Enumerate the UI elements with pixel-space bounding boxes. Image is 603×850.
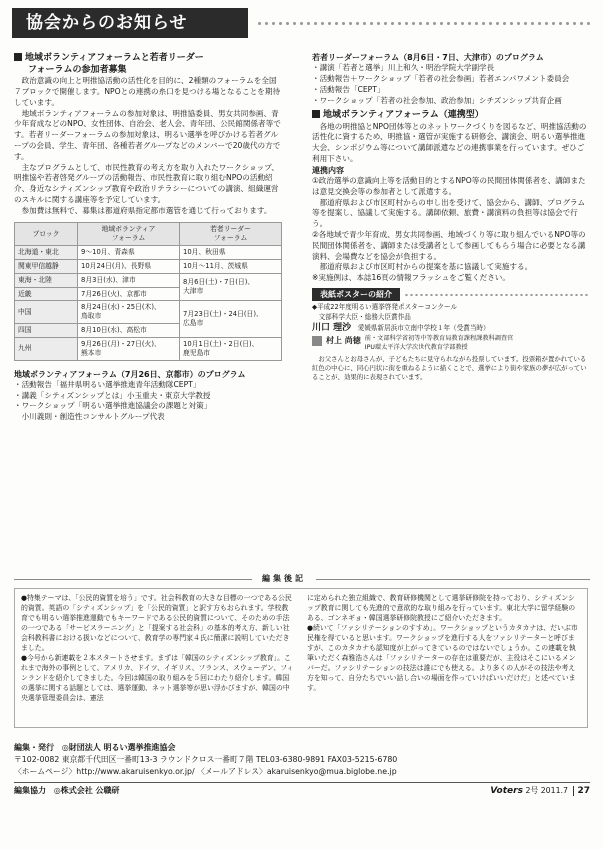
- section-header: [12, 8, 592, 38]
- address: 〒102-0082 東京都千代田区一番町13-3 ラウンドクロス一番町７階 TEL03-6380-9891 FAX03-5215-6780: [14, 755, 398, 765]
- paragraph: 都道府県および市区町村からの申し出を受けて、協会から、講師、プログラム等を提案し、協議して実施する。講師依頼、旅費・講演料の負担等は協会で行う。: [312, 197, 586, 229]
- publisher-name: ◎財団法人 明るい選挙推進協会: [61, 743, 176, 752]
- note: ※実施例は、本誌16頁の情報フラッシュをご覧ください。: [312, 273, 510, 283]
- list-item: ・活動報告＋ワークショップ「若者の社会参画」若者エンパワメント委員会: [312, 74, 570, 84]
- paragraph: 地域ボランティアフォーラムの参加対象は、明推協委員、男女共同参画、青少年育成などのNPO、女性団体、自治会、老人会、青年団、公民館関係者等です。若者リーダーフォーラムの参加対象は、明るい選挙を呼びかける若者グループの会員、学生、青年団、各種若者グループなどのメンバーで20歳代の方です。: [14, 108, 281, 161]
- paragraph: 参加費は無料で、募集は都道府県指定都市選管を通じて行っております。: [21, 205, 272, 215]
- header-dotted-rule: [256, 21, 592, 26]
- judge-photo-icon: [312, 336, 322, 346]
- coop-name: ◎株式会社 公職研: [53, 785, 120, 795]
- table-row: 近畿 7月26日(火)、京都市: [15, 287, 282, 301]
- coop-label: 編集協力: [14, 785, 46, 795]
- list-item: ・講義「シティズンシップとは」小玉重夫・東京大学教授: [14, 390, 211, 400]
- footer-rule: [14, 782, 590, 783]
- section-title: 協会からのお知らせ: [12, 8, 248, 38]
- list-item: ・講演「若者と選挙」川上和久・明治学院大学副学長: [312, 63, 495, 73]
- schedule-table: [14, 222, 282, 360]
- collab-heading: 地域ボランティアフォーラム（連携型）: [312, 109, 590, 121]
- paragraph: ①政治選挙の意識向上等を活動目的とするNPO等の民間団体関係者を、講師または意見交換会等の参加者として派遣する。: [312, 176, 586, 196]
- program-title: 若者リーダーフォーラム（8月6日・7日、大津市）のプログラム: [312, 53, 544, 62]
- table-row: 東海・北陸 8月3日(水)、津市 8月6日(土)・7日(日)、 大津市: [15, 273, 282, 287]
- square-bullet-icon: [14, 53, 22, 61]
- table-row: 北海道・東北 9～10月、青森県 10月、秋田県: [15, 246, 282, 260]
- editorial-bar: [14, 574, 590, 584]
- editorial-box: [14, 588, 588, 728]
- table-row: 中国 8月24日(水)・25日(木)、 鳥取市 7月23日(土)・24日(日)、 広島市: [15, 301, 282, 324]
- editorial-left: ●特集テーマは、「公民的資質を培う」です。社会科教育の大きな目標の一つである公民的資質。英語の「シティズンシップ」を「公民的資質」と訳す方もおられます。学校教育でも明るい選挙推進運動でもキーワードである公民的資質について、そのための手法の一つである「サービスラーニング」と「提案する社会科」の基本的考え方、新しい社会科教科書における扱いなどについて、教育学の専門家４氏に簡潔に説明していただきました。 ●今号から新連載を２本スタートさせます。まずは「韓国のシティズンシップ教育」。これまで海外の事例として、アメリカ、ドイツ、イギリス、フランス、スウェーデン、フィンランドを紹介してきました。今回は韓国の取り組みを５回にわたり紹介します。韓国の選挙に関する話題としては、選挙運動、ネット選挙等が思い浮かびますが、韓国の中央選挙管理委員会は、憲法: [21, 594, 294, 702]
- editorial-title: 編集後記: [252, 573, 316, 584]
- program-title: 地域ボランティアフォーラム（7月26日、京都市）のプログラム: [14, 369, 246, 379]
- table-header: 若者リーダー フォーラム: [180, 223, 282, 246]
- right-column: [312, 52, 590, 382]
- page-info: Voters 2号 2011.7 27: [490, 785, 590, 796]
- paragraph: ②各地域で青少年育成、男女共同参画、地域づくり等に取り組んでいるNPO等の民間団体関係者を、講師または受講者として参画してもらう場合に必要となる講演料、会場費などを協会が負担する。: [312, 230, 586, 261]
- poster-author: 川口 理沙: [312, 322, 352, 333]
- publisher-label: 編集・発行: [14, 743, 54, 752]
- program-list: [14, 380, 282, 423]
- table-row: 四国 8月10日(水)、高松市: [15, 324, 282, 338]
- poster-school: 愛媛県新居浜市立南中学校１年（受賞当時）: [357, 323, 490, 332]
- paragraph: 政治意識の向上と明推協活動の活性化を目的に、2種類のフォーラムを全国７ブロックで開催します。NPOとの連携の糸口を見つける場となることを期待しています。: [14, 76, 281, 107]
- poster-banner: [312, 288, 590, 301]
- forum-heading: 地域ボランティアフォーラムと若者リーダー: [14, 52, 282, 64]
- table-header: ブロック: [15, 223, 78, 246]
- list-item: ・ワークショップ「若者の社会参加、政治参加」シチズンシップ共育企画: [312, 95, 562, 105]
- list-item: ・活動報告「CEPT」: [312, 84, 385, 94]
- editorial-right: に定められた独立組織で、教育研修機関として選挙研修院を持っており、シティズンシップ教育に関しても先進的で意欲的な取り組みを行っています。東北大学に留学経験のある、ゴンネギョ・韓国選挙研修院教授にご紹介いただきます。 ●続いて「ファシリテーションのすすめ」。ワークショップというカタカナは、だいぶ市民権を得ていると思います。ワークショップを進行する人をファシリテーターと呼びますが、このカタカナも認知度が上がってきているのではないでしょうか。この連載を執筆いただく森雅浩さんは「ファシリテーターの存在は重要だが、主役はそこにいるメンバーだ。ファシリテーションの技法は誰にでも使える。より多くの人がその技法や考え方を知って、自分たちでいい話し合いの場面を作っていけばいいだけだ」と述べています。: [307, 594, 578, 692]
- list-item: ・活動報告「福井県明るい選挙推進青年活動隊CEPT」: [14, 379, 201, 389]
- page-number: 27: [573, 786, 590, 796]
- list-item: 小川義則・創造性コンサルトグループ代表: [14, 412, 165, 422]
- paragraph: 各地の明推協とNPO団体等とのネットワークづくりを図るなど、明推協活動の活性化に資するため、明推協・選管が実施する研修会、講演会、明るい選挙推進大会、シンポジウム等について講師派遣などの連携事業を行っています。ぜひご利用下さい。: [312, 121, 587, 163]
- paragraph: 主なプログラムとして、市民性教育の考え方を取り入れたワークショップ、明推協や若者啓発グループの活動報告、市民性教育に取り組むNPOの活動紹介、身近なシティズンシップ教育や政治リテラシーについての講演、組織運営のスキルに関する講座等を予定しています。: [14, 162, 279, 204]
- subheading: 連携内容: [312, 165, 344, 175]
- web-info: 〈ホームページ〉http://www.akaruisenkyo.or.jp/ 〈メールアドレス〉akaruisenkyo@mua.biglobe.ne.jp: [14, 767, 397, 777]
- table-row: 九州 9月26日(月)・27日(火)、 熊本市 10月1日(土)・2日(日)、 鹿児島市: [15, 337, 282, 360]
- footer: [14, 742, 590, 798]
- table-row: 関東甲信越静 10月24日(月)、長野県 10月～11月、茨城県: [15, 259, 282, 273]
- program-list: [312, 63, 590, 106]
- magazine-name: Voters: [490, 785, 523, 796]
- poster-title: 表紙ポスターの紹介: [312, 288, 400, 301]
- banner-dotted-rule: [404, 293, 590, 297]
- square-bullet-icon: [312, 110, 320, 118]
- paragraph: 都道府県および市区町村からの提案を基に協議して実施する。: [319, 262, 533, 272]
- table-header: 地域ボランティア フォーラム: [78, 223, 180, 246]
- judge-role: 前・文部科学省初等中等教育局教育課程課教科調査官 IPU環太平洋大学次世代教育学部教授: [364, 335, 514, 351]
- poster-info: ◆平成22年度明るい選挙啓発ポスターコンクール 文部科学大臣・総務大臣賞作品 川口 理沙 愛媛県新居浜市立南中学校１年（受賞当時） 村上 尚徳 前・文部科学省初等中等教育局教育課程課教科調査官 IPU環太平洋大学次世代教育学部教授 お父さんとお母さんが、子どもたちに見守られながら投票しています。投票箱が置かれている紅色の中心に、同心円状に街を重ねるように描くことで、選挙により街や家族の夢が広がっていることが、効果的に表現されています。: [312, 303, 590, 381]
- judge-name: 村上 尚徳: [326, 336, 361, 346]
- forum-heading-line2: フォーラムの参加者募集: [28, 65, 127, 76]
- judge-comment: お父さんとお母さんが、子どもたちに見守られながら投票しています。投票箱が置かれている紅色の中心に、同心円状に街を重ねるように描くことで、選挙により街や家族の夢が広がっていることが、効果的に表現されています。: [312, 354, 587, 381]
- list-item: ・ワークショップ「明るい選挙推進協議会の課題と対策」: [14, 401, 212, 411]
- left-column: [14, 52, 282, 423]
